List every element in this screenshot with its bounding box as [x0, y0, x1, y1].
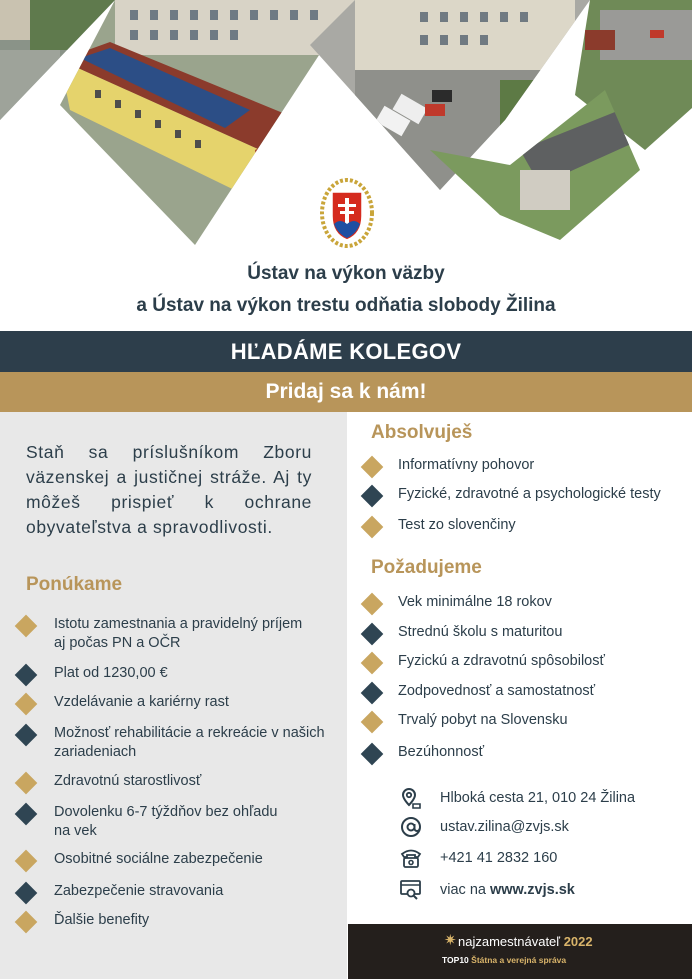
- process-item: [364, 456, 534, 475]
- process-title: Absolvuješ: [371, 422, 473, 443]
- contact-email[interactable]: [399, 815, 569, 839]
- requirement-item: [364, 743, 484, 762]
- address-text: Hlboká cesta 21, 010 24 Žilina: [440, 790, 636, 806]
- process-item-label: Fyzické, zdravotné a psychologické testy: [398, 486, 661, 502]
- telephone-icon: [399, 846, 423, 870]
- award-brand: najzamestnávateľ: [458, 934, 561, 949]
- star-icon: ✷: [444, 932, 457, 949]
- web-search-icon: [399, 878, 423, 902]
- requirement-item: [364, 711, 568, 730]
- requirement-item: [364, 652, 605, 671]
- zvjs-emblem: [320, 178, 374, 248]
- requirement-label: Zodpovednosť a samostatnosť: [398, 683, 596, 699]
- offer-item-line1: Vzdelávanie a kariérny rast: [54, 694, 229, 710]
- offer-item: [18, 724, 347, 762]
- requirement-label: Strednú školu s maturitou: [398, 624, 563, 640]
- offer-item: [18, 882, 343, 901]
- diamond-dark-icon: [15, 724, 38, 747]
- requirement-label: Vek minimálne 18 rokov: [398, 594, 552, 610]
- process-item: [364, 485, 661, 504]
- title-line-1: Ústav na výkon väzby: [247, 263, 445, 284]
- requirement-item: [364, 623, 562, 642]
- requirements-title: Požadujeme: [371, 557, 482, 578]
- tagline-banner: Pridaj sa k nám!: [0, 372, 692, 412]
- diamond-dark-icon: [361, 743, 384, 766]
- diamond-gold-icon: [15, 850, 38, 873]
- offer-item: [18, 850, 343, 869]
- diamond-gold-icon: [361, 652, 384, 675]
- diamond-dark-icon: [361, 682, 384, 705]
- requirement-label: Trvalý pobyt na Slovensku: [398, 712, 568, 728]
- offer-item-line1: Zdravotnú starostlivosť: [54, 773, 202, 789]
- diamond-gold-icon: [15, 615, 38, 638]
- headline-banner: HĽADÁME KOLEGOV: [0, 331, 692, 372]
- requirement-label: Fyzickú a zdravotnú spôsobilosť: [398, 653, 605, 669]
- diamond-dark-icon: [361, 623, 384, 646]
- diamond-gold-icon: [361, 711, 384, 734]
- diamond-gold-icon: [361, 456, 384, 479]
- contact-phone[interactable]: [399, 846, 557, 870]
- award-year: 2022: [563, 934, 593, 949]
- offer-item: [18, 664, 343, 683]
- process-item-label: Test zo slovenčiny: [398, 517, 516, 533]
- requirement-label: Bezúhonnosť: [398, 744, 485, 760]
- offer-item-line2: aj počas PN a OČR: [54, 635, 181, 651]
- phone-number[interactable]: +421 41 2832 160: [440, 850, 558, 866]
- diamond-gold-icon: [361, 516, 384, 539]
- intro-text: Staň sa príslušníkom Zboru väzenskej a justičnej stráže. Aj ty môžeš prispieť k ochrane obyvateľstva a spravodlivosti.: [26, 442, 312, 537]
- contact-web[interactable]: [399, 878, 575, 902]
- diamond-gold-icon: [15, 911, 38, 934]
- offer-title: Ponúkame: [26, 574, 123, 595]
- offer-item: [18, 911, 343, 930]
- diamond-dark-icon: [15, 803, 38, 826]
- diamond-gold-icon: [15, 693, 38, 716]
- web-prefix: viac na: [440, 882, 490, 898]
- offer-item-line2: zariadeniach: [54, 744, 137, 760]
- offer-item: [18, 693, 343, 712]
- at-sign-icon: [399, 815, 423, 839]
- offer-item-line1: Ďalšie benefity: [54, 912, 150, 928]
- institution-title: [0, 258, 692, 322]
- offer-item-line1: Zabezpečenie stravovania: [54, 883, 224, 899]
- offer-item-line1: Plat od 1230,00 €: [54, 665, 168, 681]
- title-line-2: a Ústav na výkon trestu odňatia slobody Žilina: [136, 295, 556, 316]
- diamond-dark-icon: [15, 882, 38, 905]
- award-rank: TOP10: [442, 955, 469, 965]
- offer-item-line1: Dovolenku 6-7 týždňov bez ohľadu: [54, 804, 278, 820]
- diamond-gold-icon: [361, 593, 384, 616]
- offer-item-line1: Istotu zamestnania a pravidelný príjem: [54, 616, 303, 632]
- collage-photo-2: [60, 0, 360, 250]
- award-badge: [348, 924, 692, 979]
- requirement-item: [364, 682, 595, 701]
- offer-item: [18, 803, 343, 841]
- diamond-dark-icon: [361, 485, 384, 508]
- offer-item: [18, 772, 343, 791]
- requirement-item: [364, 593, 552, 612]
- offer-item-line1: Možnosť rehabilitácie a rekreácie v našich: [54, 725, 325, 741]
- offer-item-line1: Osobitné sociálne zabezpečenie: [54, 851, 263, 867]
- contact-address: [399, 786, 635, 810]
- offer-item: [18, 615, 343, 653]
- diamond-dark-icon: [15, 664, 38, 687]
- offer-item-line2: na vek: [54, 823, 97, 839]
- email-link[interactable]: ustav.zilina@zvjs.sk: [440, 819, 569, 835]
- process-item: [364, 516, 516, 535]
- award-category: Štátna a verejná správa: [471, 955, 567, 965]
- diamond-gold-icon: [15, 772, 38, 795]
- map-pin-icon: [399, 786, 423, 810]
- web-link[interactable]: www.zvjs.sk: [489, 882, 575, 898]
- process-item-label: Informatívny pohovor: [398, 457, 535, 473]
